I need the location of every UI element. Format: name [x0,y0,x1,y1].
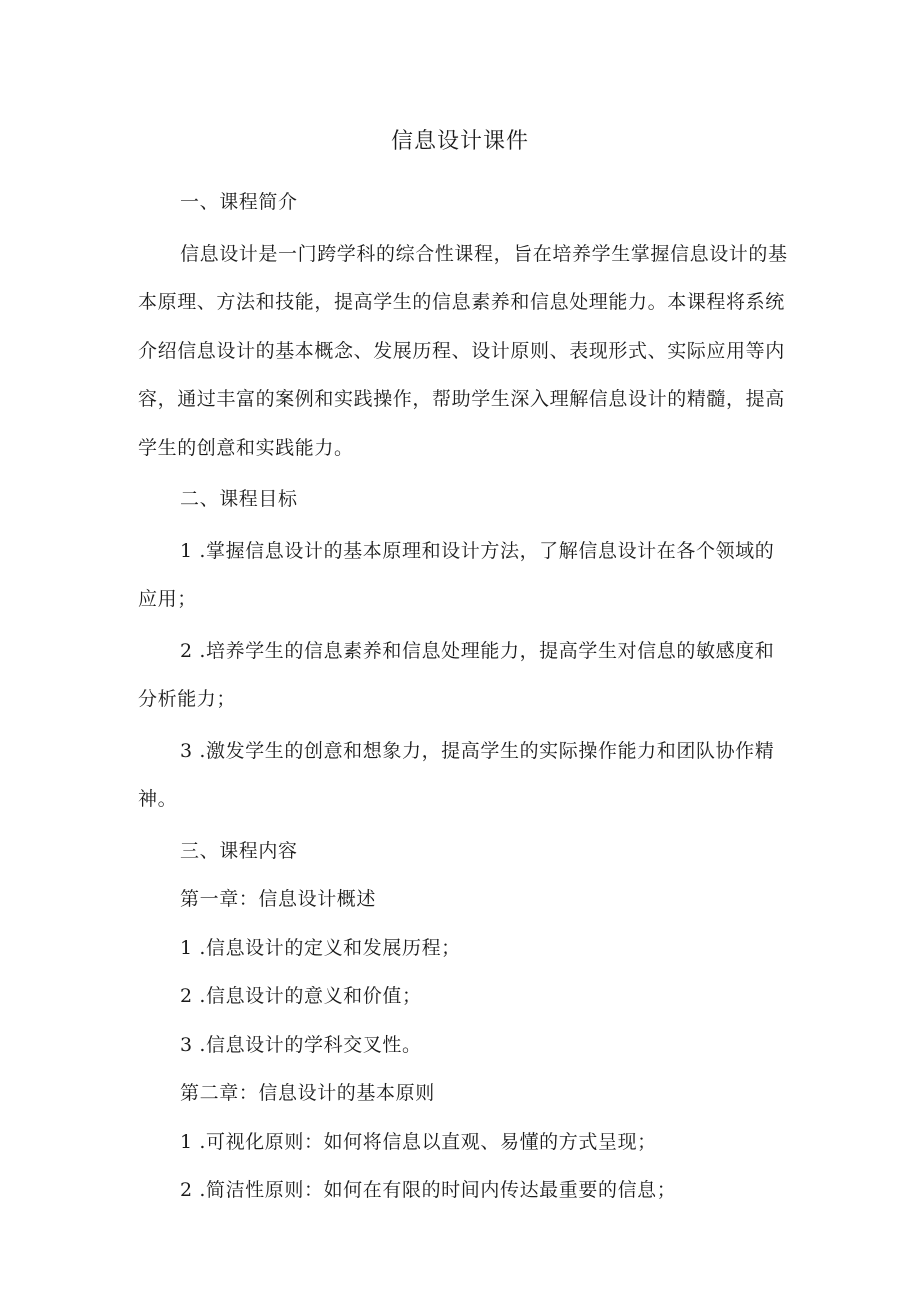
goal-item: 1 .掌握信息设计的基本原理和设计方法，了解信息设计在各个领域的应用； [138,539,775,610]
goal-item: 2 .培养学生的信息素养和信息处理能力，提高学生对信息的敏感度和分析能力； [138,639,775,710]
section-heading-intro: 一、课程简介 [180,191,298,213]
intro-paragraph: 信息设计是一门跨学科的综合性课程，旨在培养学生掌握信息设计的基本原理、方法和技能，提高学生的信息素养和信息处理能力。本课程将系统介绍信息设计的基本概念、发展历程、设计原则、表现形式、实际应用等内容，通过丰富的案例和实践操作，帮助学生深入理解信息设计的精髓，提高学生的创意和实践能力。 [138,242,788,459]
chapter-title: 第二章：信息设计的基本原则 [180,1082,435,1104]
chapter-item: 3 .信息设计的学科交叉性。 [180,1033,422,1056]
document-body [138,178,790,1215]
chapter-item: 2 .简洁性原则：如何在有限的时间内传达最重要的信息； [180,1179,677,1201]
chapter-item: 1 .信息设计的定义和发展历程； [180,936,461,959]
chapter-item: 2 .信息设计的意义和价值； [180,985,422,1007]
chapter-title: 第一章：信息设计概述 [180,888,377,910]
chapter-item: 1 .可视化原则：如何将信息以直观、易懂的方式呈现； [180,1130,657,1153]
goal-item: 3 .激发学生的创意和想象力，提高学生的实际操作能力和团队协作精神。 [138,739,775,810]
document-title: 信息设计课件 [390,129,529,154]
section-heading-content: 三、课程内容 [180,839,298,862]
section-heading-goals: 二、课程目标 [180,488,298,510]
